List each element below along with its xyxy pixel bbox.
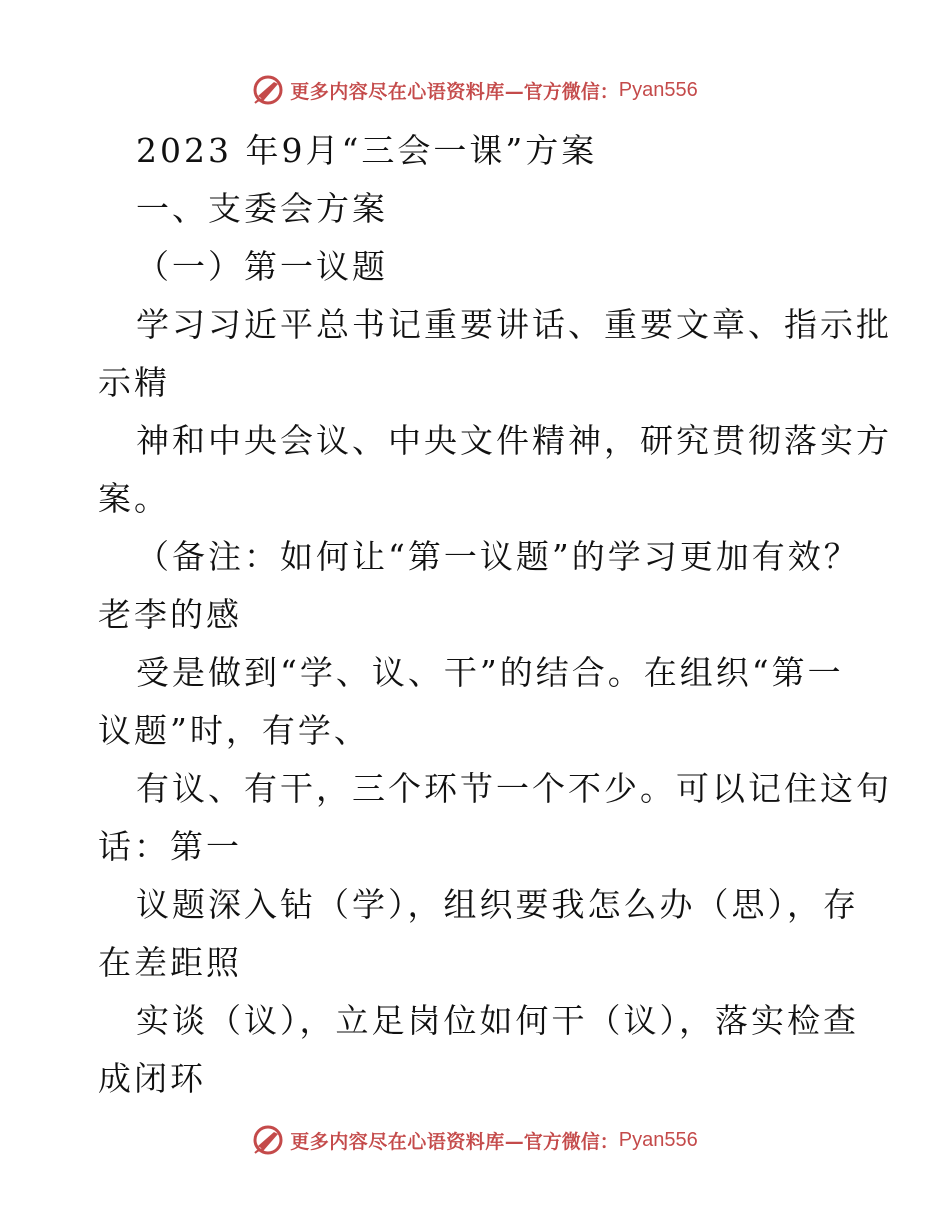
footer-watermark-banner [0, 1120, 950, 1160]
brush-logo-icon [252, 74, 284, 106]
brush-logo-icon [252, 1124, 284, 1156]
paragraph-line: 案。 [98, 479, 170, 518]
paragraph-line: 受是做到“学、议、干”的结合。在组织“第一 [136, 653, 844, 692]
paragraph-line: 话：第一 [98, 827, 242, 866]
paragraph-line: 议题深入钻（学），组织要我怎么办（思），存 [136, 885, 859, 924]
paragraph-line: 有议、有干，三个环节一个不少。可以记住这句 [136, 769, 892, 808]
paragraph-line: 学习习近平总书记重要讲话、重要文章、指示批 [136, 305, 892, 344]
banner-wechat-id: Pyan556 [618, 1128, 698, 1151]
banner-wechat-id: Pyan556 [618, 78, 698, 101]
paragraph-line: 成闭环 [98, 1059, 206, 1098]
paragraph-line: 议题”时，有学、 [98, 711, 370, 750]
section-heading: 一、支委会方案 [136, 189, 388, 228]
subsection-heading: （一）第一议题 [136, 247, 388, 286]
paragraph-line: 老李的感 [98, 595, 242, 634]
paragraph-line: 在差距照 [98, 943, 242, 982]
paragraph-line: 实谈（议），立足岗位如何干（议），落实检查 [136, 1001, 859, 1040]
paragraph-line: 神和中央会议、中央文件精神，研究贯彻落实方 [136, 421, 892, 460]
document-title: 2023 年9月“三会一课”方案 [136, 131, 598, 170]
header-watermark-banner [0, 70, 950, 110]
paragraph-line: （备注：如何让“第一议题”的学习更加有效？ [136, 537, 860, 576]
paragraph-line: 示精 [98, 363, 170, 402]
banner-title: 更多内容尽在心语资料库 [290, 80, 505, 103]
banner-wechat-label: —官方微信： [504, 1130, 619, 1153]
banner-wechat-label: —官方微信： [504, 80, 619, 103]
banner-title: 更多内容尽在心语资料库 [290, 1130, 505, 1153]
document-body [98, 122, 892, 1108]
